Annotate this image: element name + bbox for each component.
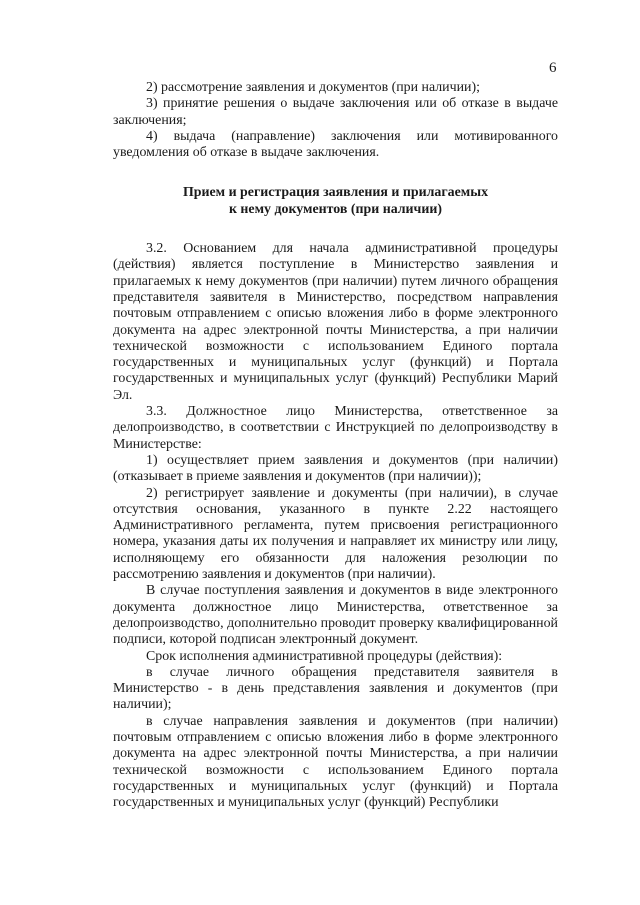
page-number: 6 [549,60,557,76]
paragraph: 3.2. Основанием для начала административной процедуры (действия) является поступление в Министерство заявления и прилагаемых к нему документов (при наличии) путем личного обращения представителя заявителя в Министерство, посредством направления почтовым отправлением с описью вложения либо в форме электронного документа на адрес электронной почты Министерства, а при наличии технической возможности с использованием Единого портала государственных и муниципальных услуг (функций) и Портала государственных и муниципальных услуг (функций) Республики Марий Эл. [113,241,558,403]
document-body [113,80,558,811]
section-heading-line: к нему документов (при наличии) [228,201,443,217]
paragraph: в случае личного обращения представителя заявителя в Министерство - в день представления заявления и документов (при наличии); [113,664,558,713]
list-item: 4) выдача (направление) заключения или мотивированного уведомления об отказе в выдаче заключения. [113,128,558,161]
section-heading-line: Прием и регистрация заявления и прилагаемых [182,185,489,201]
paragraph: в случае направления заявления и документов (при наличии) почтовым отправлением с описью вложения либо в форме электронного документа на адрес электронной почты Министерства, а при наличии технической возможности с использованием Единого портала государственных и муниципальных услуг (функций) и Портала государственных и муниципальных услуг (функций) Республики [113,713,558,811]
paragraph: Срок исполнения административной процедуры (действия): [146,648,503,664]
paragraph: В случае поступления заявления и документов в виде электронного документа должностное лицо Министерства, ответственное за делопроизводство, дополнительно проводит проверку квалифицированной подписи, которой подписан электронный документ. [113,583,558,648]
list-item: 2) рассмотрение заявления и документов (при наличии); [146,80,480,95]
list-item: 3) принятие решения о выдаче заключения или об отказе в выдаче заключения; [113,96,558,128]
paragraph: 3.3. Должностное лицо Министерства, ответственное за делопроизводство, в соответствии с Инструкцией по делопроизводству в Министерстве: [113,404,558,452]
paragraph: 2) регистрирует заявление и документы (при наличии), в случае отсутствия основания, указанного в пункте 2.22 настоящего Административного регламента, путем присвоения регистрационного номера, указания даты их получения и направляет их министру или лицу, исполняющему его обязанности для наложения резолюции по рассмотрению заявления и документов (при наличии). [113,485,558,583]
paragraph: 1) осуществляет прием заявления и документов (при наличии) (отказывает в приеме заявления и документов (при наличии)); [113,452,558,485]
section-heading [113,185,558,218]
